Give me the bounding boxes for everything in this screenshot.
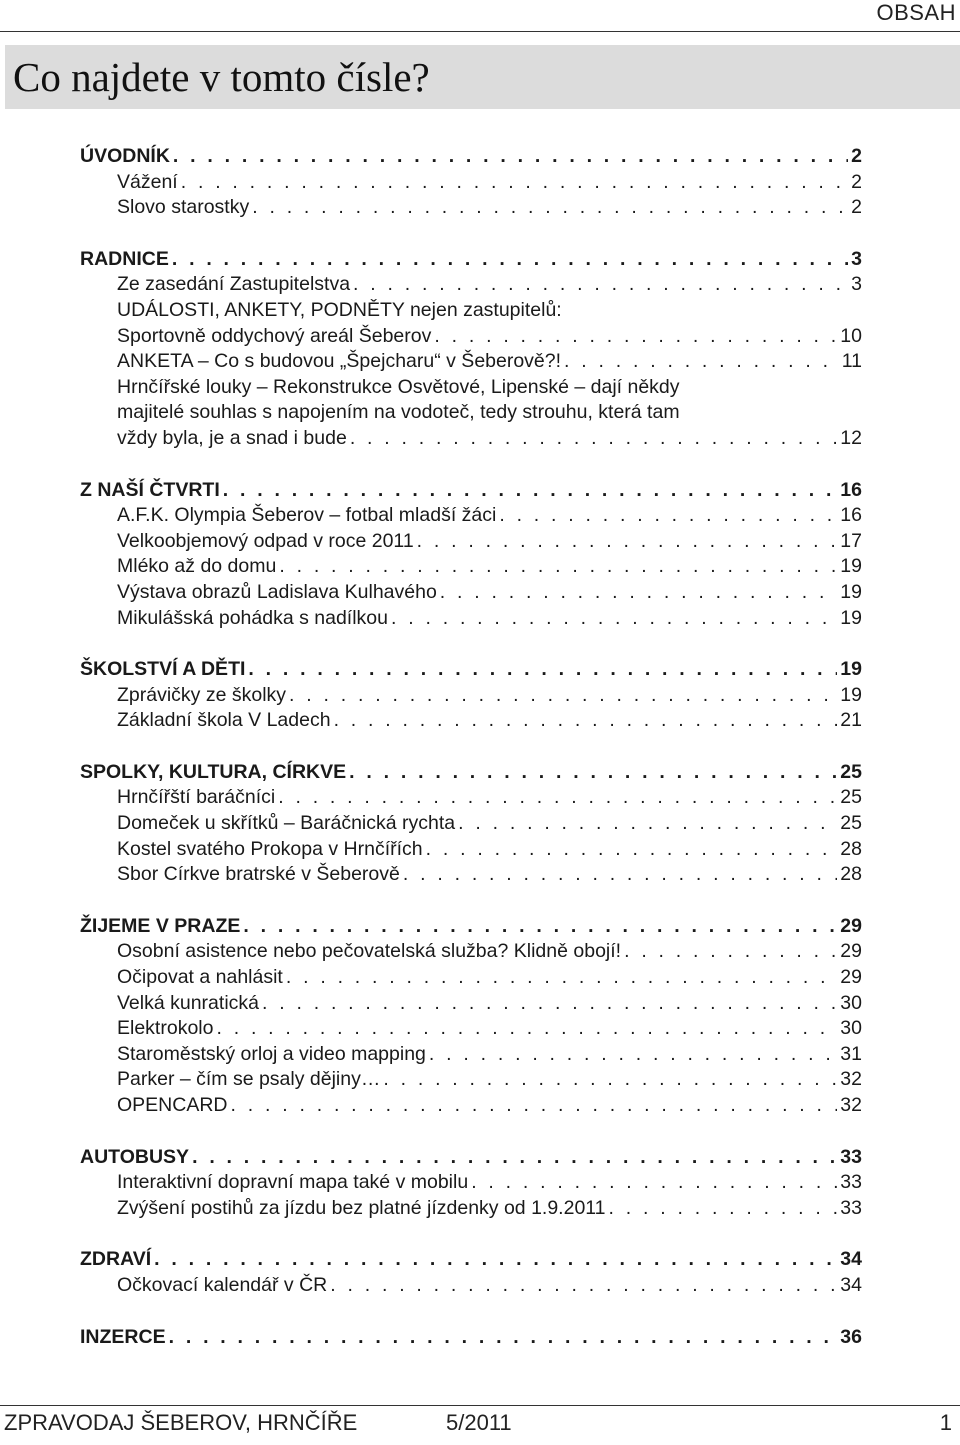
toc-entry[interactable] bbox=[117, 862, 862, 888]
dot-leader bbox=[216, 1016, 837, 1042]
toc-entry[interactable] bbox=[117, 837, 862, 863]
entry-title: Hrnčířské louky – Rekonstrukce Osvětové, Lipenské – dají někdy bbox=[117, 375, 680, 398]
toc-entry[interactable] bbox=[117, 939, 862, 965]
footer-issue: 5/2011 bbox=[446, 1410, 512, 1435]
entry-page-number: 32 bbox=[840, 1094, 862, 1116]
dot-leader bbox=[564, 349, 839, 375]
entry-page-number: 28 bbox=[840, 863, 862, 886]
dot-leader bbox=[499, 503, 837, 529]
toc-entry[interactable] bbox=[117, 170, 862, 196]
toc-entry[interactable] bbox=[117, 1170, 862, 1196]
dot-leader bbox=[252, 195, 848, 221]
entry-title: Velkoobjemový odpad v roce 2011 bbox=[117, 529, 414, 552]
entry-title: Velká kunratická bbox=[117, 991, 259, 1014]
dot-leader bbox=[181, 170, 848, 196]
entry-page-number: 34 bbox=[840, 1248, 862, 1271]
footer-page-number: 1 bbox=[939, 1410, 952, 1435]
entry-title: Kostel svatého Prokopa v Hrnčířích bbox=[117, 837, 423, 860]
toc-section bbox=[80, 914, 862, 1119]
dot-leader bbox=[434, 324, 837, 350]
toc-entry[interactable] bbox=[117, 991, 862, 1017]
toc-entry[interactable] bbox=[117, 683, 862, 709]
dot-leader bbox=[330, 1273, 837, 1299]
section-label: OBSAH bbox=[876, 0, 956, 25]
entry-page-number: 30 bbox=[840, 991, 862, 1014]
dot-leader bbox=[349, 760, 837, 786]
toc-entry[interactable] bbox=[117, 272, 862, 298]
toc-section-heading[interactable] bbox=[80, 760, 862, 786]
toc-section-heading[interactable] bbox=[80, 247, 862, 273]
toc-entry[interactable] bbox=[117, 1093, 862, 1119]
dot-leader bbox=[403, 862, 837, 888]
entry-title: ÚVODNÍK bbox=[80, 145, 170, 167]
toc-section bbox=[80, 657, 862, 734]
toc-entry[interactable] bbox=[117, 1042, 862, 1068]
entry-page-number: 2 bbox=[851, 196, 862, 219]
dot-leader bbox=[278, 785, 837, 811]
dot-leader bbox=[426, 837, 838, 863]
entry-title: Domeček u skřítků – Baráčnická rychta bbox=[117, 812, 456, 835]
dot-leader bbox=[262, 991, 837, 1017]
entry-title: Mléko až do domu bbox=[117, 555, 277, 578]
entry-page-number: 10 bbox=[840, 324, 862, 347]
entry-page-number: 3 bbox=[851, 273, 862, 296]
entry-page-number: 28 bbox=[840, 837, 862, 860]
entry-page-number: 33 bbox=[840, 1196, 862, 1219]
entry-title: Zprávičky ze školky bbox=[117, 683, 287, 706]
entry-page-number: 16 bbox=[840, 504, 862, 527]
dot-leader bbox=[417, 529, 838, 555]
dot-leader bbox=[173, 144, 848, 170]
toc-entry[interactable] bbox=[117, 1273, 862, 1299]
entry-title: Hrnčířští baráčníci bbox=[117, 786, 276, 809]
entry-title: Výstava obrazů Ladislava Kulhavého bbox=[117, 580, 437, 603]
entry-page-number: 36 bbox=[840, 1325, 862, 1348]
entry-page-number: 34 bbox=[840, 1273, 862, 1296]
entry-page-number: 19 bbox=[840, 580, 862, 603]
toc-entry[interactable] bbox=[117, 554, 862, 580]
entry-page-number: 32 bbox=[840, 1068, 862, 1091]
entry-page-number: 11 bbox=[841, 350, 862, 373]
toc-entry[interactable] bbox=[117, 811, 862, 837]
top-divider bbox=[0, 31, 960, 32]
toc-entry[interactable] bbox=[117, 349, 862, 375]
toc-section bbox=[80, 1145, 862, 1222]
entry-page-number: 29 bbox=[840, 940, 862, 963]
toc-section bbox=[80, 144, 862, 221]
dot-leader bbox=[289, 683, 837, 709]
entry-title: Osobní asistence nebo pečovatelská služba? Klidně obojí! bbox=[117, 940, 622, 963]
entry-page-number: 25 bbox=[840, 812, 862, 835]
toc-section-heading[interactable] bbox=[80, 1247, 862, 1273]
dot-leader bbox=[391, 606, 837, 632]
entry-page-number: 31 bbox=[840, 1042, 862, 1065]
toc-entry-line[interactable] bbox=[117, 375, 862, 401]
entry-title: INZERCE bbox=[80, 1325, 166, 1348]
toc-section-heading[interactable] bbox=[80, 1145, 862, 1171]
entry-title: UDÁLOSTI, ANKETY, PODNĚTY nejen zastupitelů: bbox=[117, 298, 562, 321]
entry-title: Mikulášská pohádka s nadílkou bbox=[117, 606, 388, 629]
entry-page-number: 29 bbox=[840, 966, 862, 989]
entry-page-number: 25 bbox=[840, 786, 862, 809]
entry-page-number: 19 bbox=[840, 555, 862, 578]
bottom-divider bbox=[0, 1405, 960, 1406]
toc-entry[interactable] bbox=[117, 1196, 862, 1222]
dot-leader bbox=[334, 708, 838, 734]
page-footer bbox=[4, 1410, 956, 1440]
entry-title: RADNICE bbox=[80, 247, 169, 270]
entry-title: Očipovat a nahlásit bbox=[117, 966, 283, 989]
toc-entry[interactable] bbox=[117, 1016, 862, 1042]
toc-entry-line[interactable] bbox=[117, 298, 862, 324]
entry-title: Sportovně oddychový areál Šeberov bbox=[117, 324, 432, 347]
toc-section-heading[interactable] bbox=[80, 478, 862, 504]
dot-leader bbox=[154, 1247, 837, 1273]
toc-section bbox=[80, 478, 862, 632]
footer-publication: ZPRAVODAJ ŠEBEROV, HRNČÍŘE bbox=[4, 1410, 358, 1435]
entry-page-number: 29 bbox=[840, 914, 862, 937]
dot-leader bbox=[169, 1325, 838, 1351]
dot-leader bbox=[458, 811, 837, 837]
toc-section bbox=[80, 247, 862, 452]
dot-leader bbox=[440, 580, 838, 606]
entry-title: Staroměstský orloj a video mapping bbox=[117, 1042, 426, 1065]
entry-title: ŠKOLSTVÍ A DĚTI bbox=[80, 658, 246, 681]
entry-page-number: 21 bbox=[840, 709, 862, 732]
entry-title: Elektrokolo bbox=[117, 1017, 214, 1040]
entry-page-number: 25 bbox=[840, 760, 862, 783]
dot-leader bbox=[286, 965, 837, 991]
table-of-contents bbox=[80, 144, 862, 1376]
dot-leader bbox=[192, 1145, 837, 1171]
entry-page-number: 19 bbox=[840, 658, 862, 681]
page-title: Co najdete v tomto čísle? bbox=[13, 54, 430, 100]
dot-leader bbox=[471, 1170, 837, 1196]
toc-section bbox=[80, 760, 862, 888]
dot-leader bbox=[248, 657, 837, 683]
entry-page-number: 19 bbox=[840, 683, 862, 706]
entry-title: majitelé souhlas s napojením na vodoteč, tedy strouhu, která tam bbox=[117, 401, 680, 424]
entry-page-number: 12 bbox=[840, 426, 862, 449]
dot-leader bbox=[243, 914, 837, 940]
toc-entry[interactable] bbox=[117, 426, 862, 452]
toc-section-heading[interactable] bbox=[80, 657, 862, 683]
entry-title: ANKETA – Co s budovou „Špejcharu“ v Šeberově?! bbox=[117, 350, 562, 373]
entry-title: vždy byla, je a snad i bude bbox=[117, 426, 347, 449]
toc-entry[interactable] bbox=[117, 1067, 862, 1093]
entry-title: Ze zasedání Zastupitelstva bbox=[117, 273, 351, 296]
entry-page-number: 2 bbox=[851, 170, 862, 193]
toc-entry[interactable] bbox=[117, 503, 862, 529]
entry-title: Interaktivní dopravní mapa také v mobilu bbox=[117, 1171, 469, 1194]
dot-leader bbox=[383, 1067, 837, 1093]
title-banner bbox=[5, 45, 960, 109]
entry-title: SPOLKY, KULTURA, CÍRKVE bbox=[80, 760, 347, 783]
toc-section bbox=[80, 1247, 862, 1298]
dot-leader bbox=[350, 426, 837, 452]
toc-section bbox=[80, 1325, 862, 1351]
dot-leader bbox=[172, 247, 848, 273]
dot-leader bbox=[223, 478, 838, 504]
entry-title: ŽIJEME V PRAZE bbox=[80, 914, 241, 937]
entry-page-number: 33 bbox=[840, 1171, 862, 1194]
dot-leader bbox=[353, 272, 848, 298]
toc-section-heading[interactable] bbox=[80, 914, 862, 940]
toc-entry[interactable] bbox=[117, 785, 862, 811]
entry-page-number: 30 bbox=[840, 1017, 862, 1040]
entry-page-number: 2 bbox=[851, 145, 862, 167]
toc-entry[interactable] bbox=[117, 708, 862, 734]
entry-page-number: 19 bbox=[840, 606, 862, 629]
entry-title: Z NAŠÍ ČTVRTI bbox=[80, 478, 220, 501]
dot-leader bbox=[279, 554, 837, 580]
entry-page-number: 17 bbox=[840, 529, 862, 552]
entry-page-number: 33 bbox=[840, 1145, 862, 1168]
dot-leader bbox=[429, 1042, 837, 1068]
dot-leader bbox=[609, 1196, 838, 1222]
entry-title: AUTOBUSY bbox=[80, 1145, 190, 1168]
toc-entry[interactable] bbox=[117, 606, 862, 632]
entry-title: OPENCARD bbox=[117, 1094, 228, 1116]
toc-entry[interactable] bbox=[117, 195, 862, 221]
dot-leader bbox=[231, 1093, 838, 1119]
toc-section-heading[interactable] bbox=[80, 144, 862, 170]
toc-entry-line[interactable] bbox=[117, 400, 862, 426]
entry-title: Vážení bbox=[117, 170, 178, 193]
entry-page-number: 16 bbox=[840, 478, 862, 501]
entry-title: Parker – čím se psaly dějiny… bbox=[117, 1068, 381, 1091]
toc-section-heading[interactable] bbox=[80, 1325, 862, 1351]
entry-title: Základní škola V Ladech bbox=[117, 709, 331, 732]
entry-title: Sbor Církve bratrské v Šeberově bbox=[117, 863, 400, 886]
toc-entry[interactable] bbox=[117, 529, 862, 555]
entry-title: Slovo starostky bbox=[117, 196, 250, 219]
toc-entry[interactable] bbox=[117, 965, 862, 991]
entry-title: ZDRAVÍ bbox=[80, 1248, 152, 1271]
toc-entry[interactable] bbox=[117, 580, 862, 606]
entry-title: Očkovací kalendář v ČR bbox=[117, 1273, 328, 1296]
entry-title: A.F.K. Olympia Šeberov – fotbal mladší žáci bbox=[117, 504, 497, 527]
dot-leader bbox=[624, 939, 837, 965]
entry-title: Zvýšení postihů za jízdu bez platné jízdenky od 1.9.2011 bbox=[117, 1196, 606, 1219]
toc-entry[interactable] bbox=[117, 324, 862, 350]
entry-page-number: 3 bbox=[851, 247, 862, 270]
